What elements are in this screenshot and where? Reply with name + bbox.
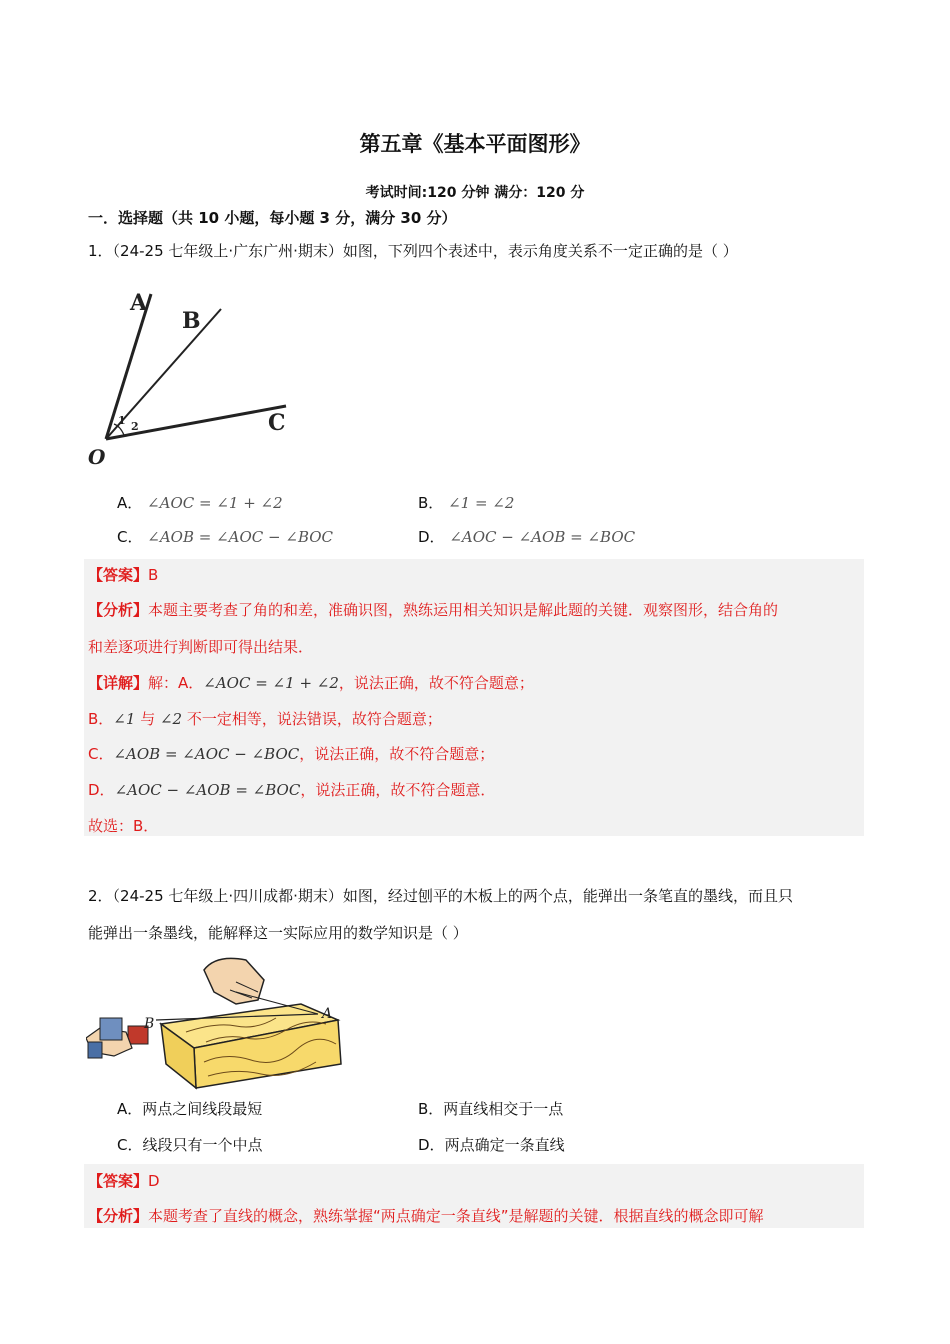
q1-detail-a-text: ，说法正确，故不符合题意； bbox=[338, 674, 534, 692]
q1-option-d-letter: D． bbox=[418, 528, 445, 546]
q1-option-a-letter: A． bbox=[117, 494, 143, 512]
q2-solution-panel bbox=[84, 1164, 864, 1228]
q1-answer-line bbox=[88, 564, 158, 585]
question-2-stem-line1: 2．（24-25 七年级上·四川成都·期末）如图，经过刨平的木板上的两个点，能弹出一条笔直的墨线，而且只 bbox=[88, 887, 793, 905]
q1-detail-c-prefix: C． bbox=[88, 745, 114, 763]
q1-analysis-line2: 和差逐项进行判断即可得出结果． bbox=[88, 638, 314, 656]
q2-answer-label: 【答案】 bbox=[88, 1172, 149, 1190]
q2-option-c bbox=[117, 1134, 263, 1155]
q1-detail-c-math: ∠AOB = ∠AOC − ∠BOC bbox=[113, 745, 300, 763]
q1-analysis-line1 bbox=[88, 599, 778, 620]
q1-option-a-math: ∠AOC = ∠1 + ∠2 bbox=[147, 494, 283, 512]
question-2-stem-line2: 能弹出一条墨线，能解释这一实际应用的数学知识是（ ） bbox=[88, 924, 468, 942]
q2-option-a-text: 两点之间线段最短 bbox=[142, 1100, 263, 1118]
q2-option-b bbox=[418, 1098, 563, 1119]
figure-label-o: O bbox=[88, 445, 106, 469]
q2-answer-line bbox=[88, 1170, 160, 1191]
q2-option-b-letter: B． bbox=[418, 1100, 444, 1118]
sleeve-left bbox=[88, 1042, 102, 1058]
q1-option-c-letter: C． bbox=[117, 528, 143, 546]
q1-detail-b bbox=[88, 708, 442, 729]
figure-label-a-q2: A bbox=[322, 1006, 333, 1022]
q2-option-b-text: 两直线相交于一点 bbox=[443, 1100, 564, 1118]
q2-answer-value: D bbox=[148, 1172, 160, 1190]
q2-option-c-text: 线段只有一个中点 bbox=[142, 1136, 263, 1154]
question-1-stem: 1．（24-25 七年级上·广东广州·期末）如图，下列四个表述中，表示角度关系不一定正确的是（ ） bbox=[88, 242, 738, 260]
angle-figure bbox=[86, 284, 306, 469]
q2-analysis-label: 【分析】 bbox=[88, 1207, 149, 1225]
section-heading: 一．选择题（共 10 小题，每小题 3 分，满分 30 分） bbox=[88, 209, 457, 227]
q1-detail-b-math1: ∠1 bbox=[113, 710, 136, 728]
q1-analysis-label: 【分析】 bbox=[88, 601, 149, 619]
figure-label-1: 1 bbox=[118, 414, 126, 427]
q2-option-d-letter: D． bbox=[418, 1136, 445, 1154]
q1-detail-label: 【详解】 bbox=[88, 674, 149, 692]
q1-option-b bbox=[418, 492, 514, 513]
q1-option-d-math: ∠AOC − ∠AOB = ∠BOC bbox=[449, 528, 636, 546]
q1-detail-d-prefix: D． bbox=[88, 781, 115, 799]
q1-analysis-text1: 本题主要考查了角的和差，准确识图，熟练运用相关知识是解此题的关键．观察图形，结合角的 bbox=[148, 601, 779, 619]
figure-label-2: 2 bbox=[131, 420, 139, 433]
q1-conclusion: 故选：B． bbox=[88, 817, 159, 835]
q1-detail-b-text: 不一定相等，说法错误，故符合题意； bbox=[182, 710, 442, 728]
q2-option-a-letter: A． bbox=[117, 1100, 143, 1118]
q1-option-b-math: ∠1 = ∠2 bbox=[448, 494, 515, 512]
q2-option-d bbox=[418, 1134, 565, 1155]
figure-label-a: A bbox=[130, 290, 148, 316]
q1-option-c-math: ∠AOB = ∠AOC − ∠BOC bbox=[147, 528, 334, 546]
figure-label-c: C bbox=[268, 410, 286, 436]
q1-solution-panel bbox=[84, 559, 864, 836]
q1-answer-label: 【答案】 bbox=[88, 566, 149, 584]
q1-detail-c bbox=[88, 743, 494, 764]
q1-option-b-letter: B． bbox=[418, 494, 444, 512]
page-title: 第五章《基本平面图形》 bbox=[359, 132, 591, 156]
q1-detail-b-math2: ∠2 bbox=[159, 710, 183, 728]
q1-option-d bbox=[418, 526, 635, 547]
figure-label-b: B bbox=[182, 308, 201, 334]
q1-option-c bbox=[117, 526, 333, 547]
q1-detail-c-text: ，说法正确，故不符合题意； bbox=[299, 745, 495, 763]
q2-analysis-line1 bbox=[88, 1205, 764, 1226]
q1-option-a bbox=[117, 492, 283, 513]
q1-detail-b-mid: 与 bbox=[135, 710, 160, 728]
q1-detail-a-prefix: 解：A． bbox=[148, 674, 204, 692]
q1-detail-d-text: ，说法正确，故不符合题意． bbox=[300, 781, 496, 799]
q2-option-d-text: 两点确定一条直线 bbox=[444, 1136, 565, 1154]
q1-detail-a bbox=[88, 672, 534, 693]
q1-detail-d bbox=[88, 779, 495, 800]
q2-analysis-text1: 本题考查了直线的概念，熟练掌握“两点确定一条直线”是解题的关键．根据直线的概念即可解 bbox=[148, 1207, 764, 1225]
q1-detail-b-prefix: B． bbox=[88, 710, 114, 728]
q2-option-c-letter: C． bbox=[117, 1136, 143, 1154]
q1-detail-a-math: ∠AOC = ∠1 + ∠2 bbox=[203, 674, 339, 692]
carpenter-figure bbox=[86, 952, 356, 1094]
q2-option-a bbox=[117, 1098, 262, 1119]
q1-detail-d-math: ∠AOC − ∠AOB = ∠BOC bbox=[114, 781, 301, 799]
q1-answer-value: B bbox=[148, 566, 159, 584]
exam-info: 考试时间:120 分钟 满分：120 分 bbox=[365, 185, 585, 201]
figure-label-b-q2: B bbox=[144, 1016, 155, 1032]
